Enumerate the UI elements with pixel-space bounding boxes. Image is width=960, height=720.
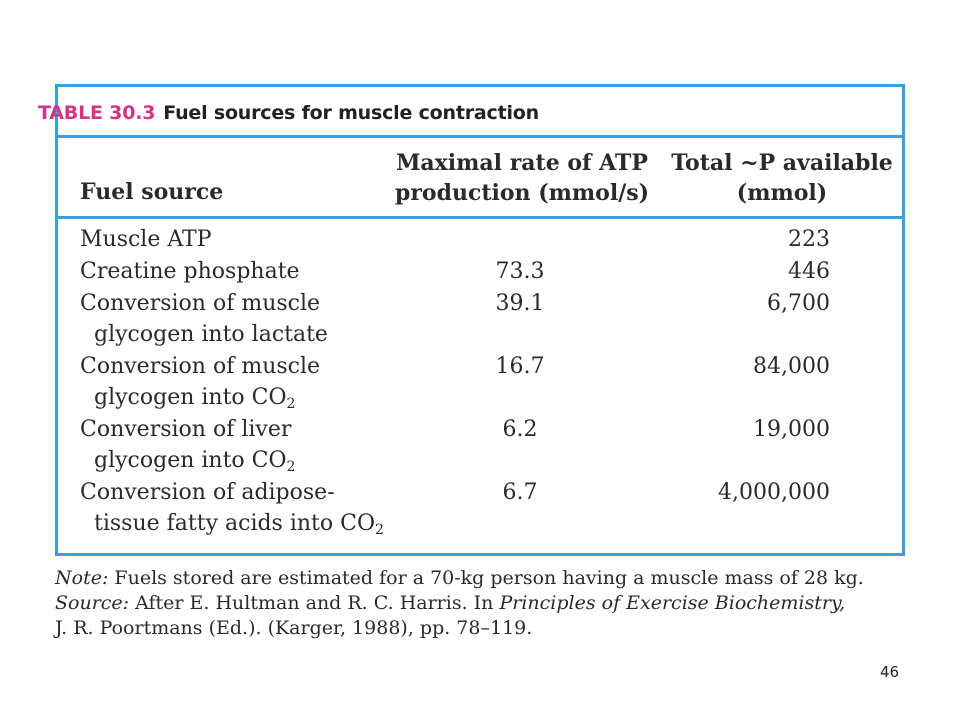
- fuel-source-cell: Conversion of muscle glycogen into $CO_2$: [80, 354, 321, 412]
- total-cell: 223: [788, 227, 830, 252]
- total-cell: 4,000,000: [718, 480, 830, 505]
- fuel-source-cell: Conversion of muscle glycogen into lactate: [80, 291, 328, 347]
- table-row: [0, 351, 960, 414]
- source-line: Source: After E. Hultman and R. C. Harris. In Principles of Exercise Biochemistry,: [55, 592, 846, 614]
- total-cell: 19,000: [753, 417, 830, 442]
- table-body: [0, 224, 960, 540]
- header-fuel-source: Fuel source: [80, 179, 224, 205]
- header-max-rate: Maximal rate of ATP production (mmol/s): [394, 150, 650, 206]
- fuel-source-cell: Creatine phosphate: [80, 259, 300, 284]
- total-cell: 446: [788, 259, 830, 284]
- total-cell: 84,000: [753, 354, 830, 379]
- source-line-2: J. R. Poortmans (Ed.). (Karger, 1988), pp. 78–119.: [55, 617, 533, 639]
- page-number: 46: [880, 663, 900, 681]
- table-row: [0, 414, 960, 477]
- table-title: [38, 102, 539, 124]
- header-top-rule: [57, 135, 903, 138]
- fuel-source-cell: Conversion of liver glycogen into $CO_2$: [80, 417, 296, 475]
- fuel-source-cell: Conversion of adipose- tissue fatty acids into $CO_2$: [80, 480, 384, 538]
- total-cell: 6,700: [767, 291, 830, 316]
- table-row: [0, 224, 960, 256]
- table-row: [0, 288, 960, 351]
- rate-cell: 39.1: [495, 291, 545, 316]
- table-row: [0, 477, 960, 540]
- rate-cell: 16.7: [495, 354, 545, 379]
- table-notes: [55, 566, 864, 641]
- note-line: Note: Fuels stored are estimated for a 70-kg person having a muscle mass of 28 kg.: [55, 567, 864, 589]
- rate-cell: 73.3: [495, 259, 545, 284]
- header-bottom-rule: [57, 216, 903, 219]
- header-total-p: Total ~P available (mmol): [671, 150, 893, 206]
- rate-cell: 6.2: [502, 417, 538, 442]
- rate-cell: 6.7: [502, 480, 538, 505]
- fuel-source-cell: Muscle ATP: [80, 227, 212, 252]
- table-row: [0, 256, 960, 288]
- table-title-text: Fuel sources for muscle contraction: [163, 102, 539, 124]
- table-number: TABLE 30.3: [38, 102, 156, 124]
